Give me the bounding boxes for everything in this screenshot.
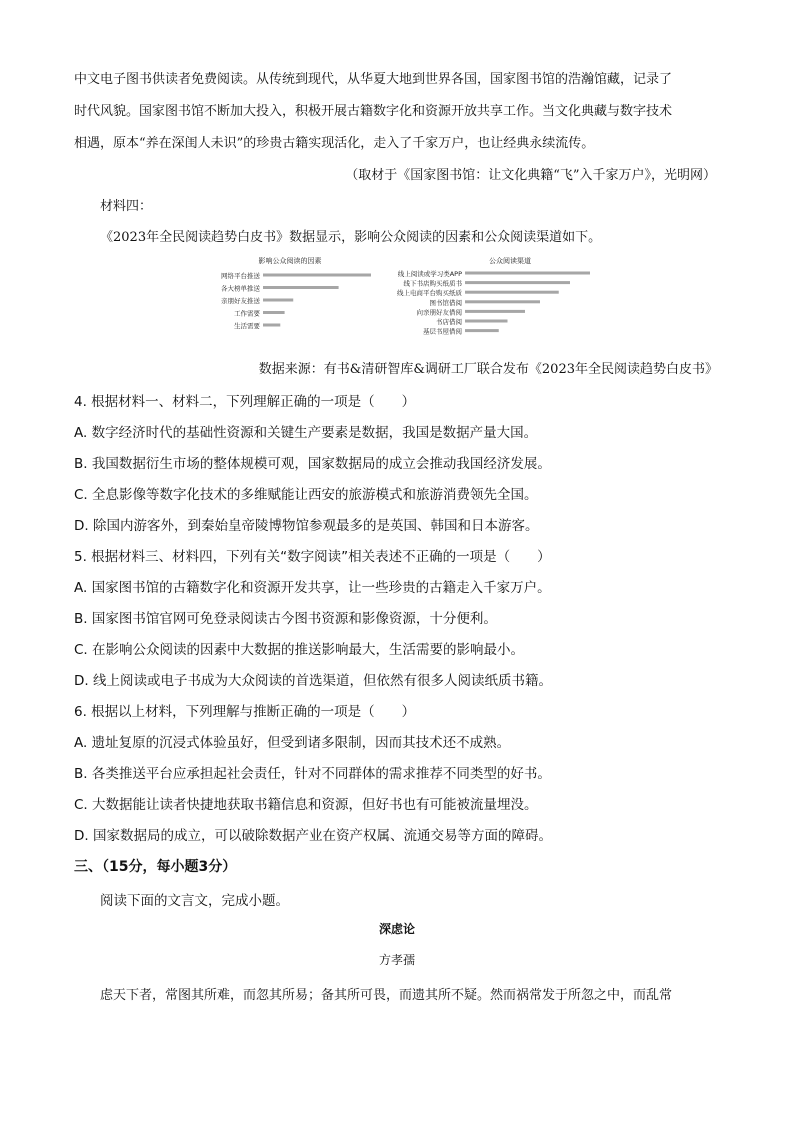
- question-5-option-a[interactable]: A. 国家图书馆的古籍数字化和资源开发共享，让一些珍贵的古籍走入千家万户。: [74, 580, 551, 596]
- material4-source: 数据来源：有书&清研智库&调研工厂联合发布《2023年全民阅读趋势白皮书》: [258, 362, 718, 377]
- material3-source: （取材于《国家图书馆：让文化典籍“飞”入千家万户》，光明网）: [345, 168, 716, 183]
- question-4-option-c[interactable]: C. 全息影像等数字化技术的多维赋能让西安的旅游模式和旅游消费领先全国。: [74, 487, 538, 503]
- section-3-instruction: 阅读下面的文言文，完成小题。: [100, 893, 289, 909]
- bar: [263, 274, 371, 277]
- bar: [263, 299, 293, 302]
- bar-label: 各大榜单推送: [221, 284, 260, 293]
- bar: [465, 281, 570, 284]
- question-4-option-d[interactable]: D. 除国内游客外，到秦始皇帝陵博物馆参观最多的是英国、韩国和日本游客。: [74, 518, 539, 534]
- question-4-stem: 4. 根据材料一、材料二，下列理解正确的一项是（ ）: [74, 394, 416, 410]
- bar: [263, 311, 285, 314]
- bar: [263, 286, 339, 289]
- question-6-option-a[interactable]: A. 遗址复原的沉浸式体验虽好，但受到诸多限制，因而其技术还不成熟。: [74, 735, 511, 751]
- essay-text-line-1: 虑天下者，常图其所难，而忽其所易；备其所可畏，而遗其所不疑。然而祸常发于所忽之中，而乱常: [100, 988, 673, 1003]
- material4-intro: 《2023年全民阅读趋势白皮书》数据显示，影响公众阅读的因素和公众阅读渠道如下。: [100, 230, 602, 245]
- bar: [465, 291, 559, 294]
- material3-line-3: 相遇，原本“养在深闺人未识”的珍贵古籍实现活化，走入了千家万户，也让经典永续流传。: [74, 136, 595, 151]
- chart-reading-factors: [200, 254, 380, 336]
- bar-label: 图书馆借阅: [429, 298, 462, 307]
- question-6-option-d[interactable]: D. 国家数据局的成立，可以破除数据产业在资产权属、流通交易等方面的障碍。: [74, 828, 552, 844]
- bar-label: 线上阅读或学习类APP: [397, 270, 462, 278]
- bar: [465, 310, 525, 313]
- chart-reading-channels: [370, 254, 600, 342]
- material3-line-1: 中文电子图书供读者免费阅读。从传统到现代，从华夏大地到世界各国，国家图书馆的浩瀚馆藏，记录了: [74, 72, 673, 87]
- essay-title: 深虑论: [378, 922, 415, 936]
- chart-title: 影响公众阅读的因素: [258, 257, 322, 265]
- bar-label: 线上电商平台购买纸质: [397, 289, 462, 298]
- bar-label: 基层书屋借阅: [423, 327, 462, 336]
- material3-line-2: 时代风貌。国家图书馆不断加大投入，积极开展古籍数字化和资源开放共享工作。当文化典藏与数字技术: [74, 104, 673, 119]
- bar-label: 工作需要: [234, 309, 260, 318]
- bar-label: 亲朋好友推送: [221, 297, 260, 305]
- bar-label: 生活需要: [234, 322, 260, 330]
- question-4-option-a[interactable]: A. 数字经济时代的基础性资源和关键生产要素是数据，我国是数据产量大国。: [74, 425, 538, 441]
- bar: [263, 324, 280, 327]
- question-4-option-b[interactable]: B. 我国数据衍生市场的整体规模可观，国家数据局的成立会推动我国经济发展。: [74, 456, 551, 472]
- question-5-option-c[interactable]: C. 在影响公众阅读的因素中大数据的推送影响最大，生活需要的影响最小。: [74, 642, 525, 658]
- bar: [465, 272, 590, 275]
- bar-label: 网络平台推送: [221, 272, 260, 280]
- question-6-option-b[interactable]: B. 各类推送平台应承担起社会责任，针对不同群体的需求推荐不同类型的好书。: [74, 766, 551, 782]
- question-6-option-c[interactable]: C. 大数据能让读者快捷地获取书籍信息和资源，但好书也有可能被流量埋没。: [74, 797, 538, 813]
- question-5-option-d[interactable]: D. 线上阅读或电子书成为大众阅读的首选渠道，但依然有很多人阅读纸质书籍。: [74, 673, 552, 689]
- bar: [465, 300, 540, 303]
- bar-label: 向亲朋好友借阅: [416, 308, 462, 317]
- section-3-heading: 三、（15分，每小题3分）: [74, 859, 237, 875]
- bar-label: 书店借阅: [436, 318, 462, 326]
- essay-author: 方孝孺: [378, 953, 415, 967]
- bar-label: 线下书店购买纸质书: [403, 279, 462, 288]
- question-6-stem: 6. 根据以上材料，下列理解与推断正确的一项是（ ）: [74, 704, 416, 720]
- material4-label: 材料四：: [100, 199, 153, 214]
- bar: [465, 329, 499, 332]
- question-5-option-b[interactable]: B. 国家图书馆官网可免登录阅读古今图书资源和影像资源，十分便利。: [74, 611, 497, 627]
- chart-title: 公众阅读渠道: [489, 257, 531, 265]
- question-5-stem: 5. 根据材料三、材料四，下列有关“数字阅读”相关表述不正确的一项是（ ）: [74, 549, 551, 565]
- bar: [465, 320, 508, 323]
